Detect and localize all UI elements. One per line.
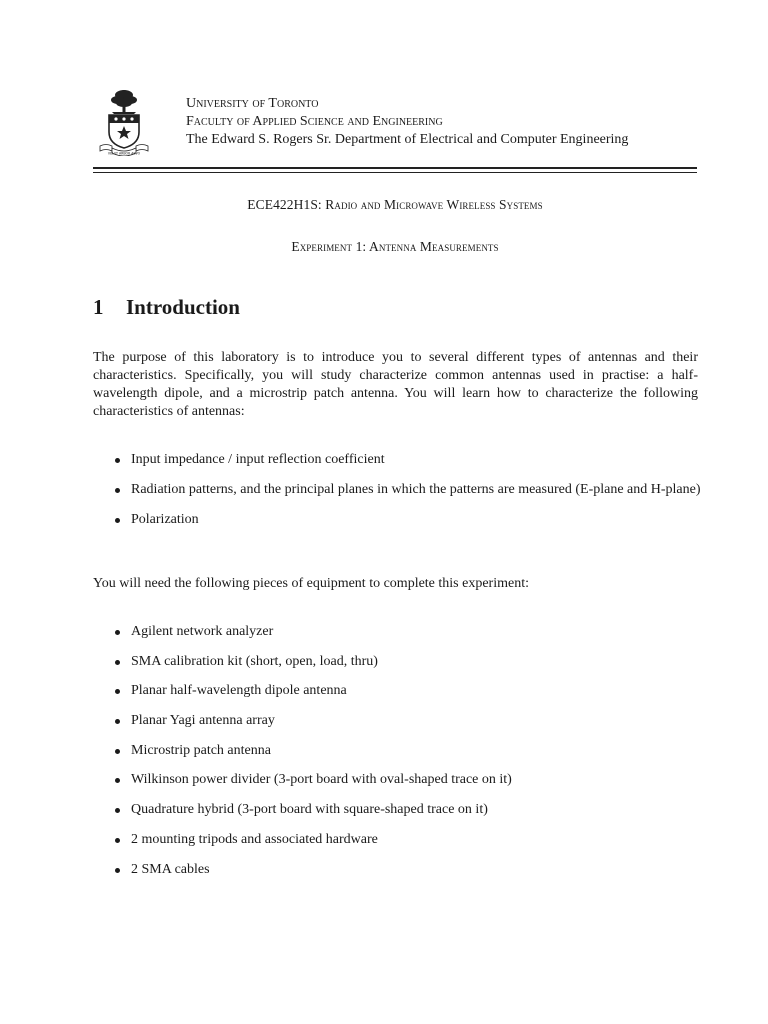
bullet-icon	[115, 488, 120, 493]
section-number: 1	[93, 295, 104, 319]
list-item	[93, 682, 703, 700]
bullet-icon	[115, 808, 120, 813]
list-item-text: Microstrip patch antenna	[131, 742, 271, 758]
list-item	[93, 623, 703, 641]
list-item	[93, 831, 703, 849]
list-item-text: 2 SMA cables	[131, 861, 210, 877]
bullet-icon	[115, 778, 120, 783]
characteristics-list	[93, 451, 703, 541]
bullet-icon	[115, 689, 120, 694]
faculty-name: Faculty of Applied Science and Engineering	[186, 114, 443, 129]
header-block	[186, 95, 628, 149]
list-item-text: Quadrature hybrid (3-port board with square-shaped trace on it)	[131, 802, 488, 818]
header-rule-thick	[93, 167, 697, 169]
department-name: The Edward S. Rogers Sr. Department of Electrical and Computer Engineering	[186, 132, 629, 147]
equipment-list	[93, 623, 703, 890]
list-item	[93, 712, 703, 730]
list-item-text: Radiation patterns, and the principal planes in which the patterns are measured (E-plane and H-plane)	[131, 482, 701, 497]
university-name: University of Toronto	[186, 96, 319, 111]
list-item-text: Planar Yagi antenna array	[131, 713, 275, 729]
equipment-paragraph: You will need the following pieces of equipment to complete this experiment:	[93, 576, 529, 591]
university-crest-logo	[98, 88, 150, 156]
header-rule-thin	[93, 172, 697, 173]
list-item	[93, 771, 703, 789]
list-item	[93, 511, 703, 529]
bullet-icon	[115, 868, 120, 873]
experiment-title: Experiment 1: Antenna Measurements	[291, 239, 499, 254]
intro-paragraph: The purpose of this laboratory is to introduce you to several different types of antennas and their characteristics. Specifically, you will study characterize common antennas used in practise: a half-wavelength dipole, and a microstrip patch antenna. You will learn how to characterize the following characteristics of antennas:	[93, 350, 698, 419]
list-item-text: Input impedance / input reflection coefficient	[131, 452, 385, 467]
list-item-text: Agilent network analyzer	[131, 624, 274, 639]
section-title: Introduction	[126, 295, 240, 319]
course-title: ECE422H1S: Radio and Microwave Wireless Systems	[247, 197, 543, 212]
list-item-text: SMA calibration kit (short, open, load, thru)	[131, 653, 378, 669]
list-item	[93, 481, 703, 499]
list-item-text: Polarization	[131, 512, 199, 527]
list-item	[93, 742, 703, 760]
bullet-icon	[115, 630, 120, 635]
list-item-text: 2 mounting tripods and associated hardware	[131, 831, 378, 847]
list-item-text: Planar half-wavelength dipole antenna	[131, 683, 347, 699]
list-item-text: Wilkinson power divider (3-port board with oval-shaped trace on it)	[131, 772, 512, 788]
bullet-icon	[115, 749, 120, 754]
crest-motto-text: VELUT ARBOR AEVO	[107, 151, 141, 156]
bullet-icon	[115, 838, 120, 843]
bullet-icon	[115, 518, 120, 523]
bullet-icon	[115, 660, 120, 665]
list-item	[93, 801, 703, 819]
section-heading	[93, 295, 240, 320]
list-item	[93, 653, 703, 671]
list-item	[93, 861, 703, 879]
list-item	[93, 451, 703, 469]
bullet-icon	[115, 458, 120, 463]
bullet-icon	[115, 719, 120, 724]
